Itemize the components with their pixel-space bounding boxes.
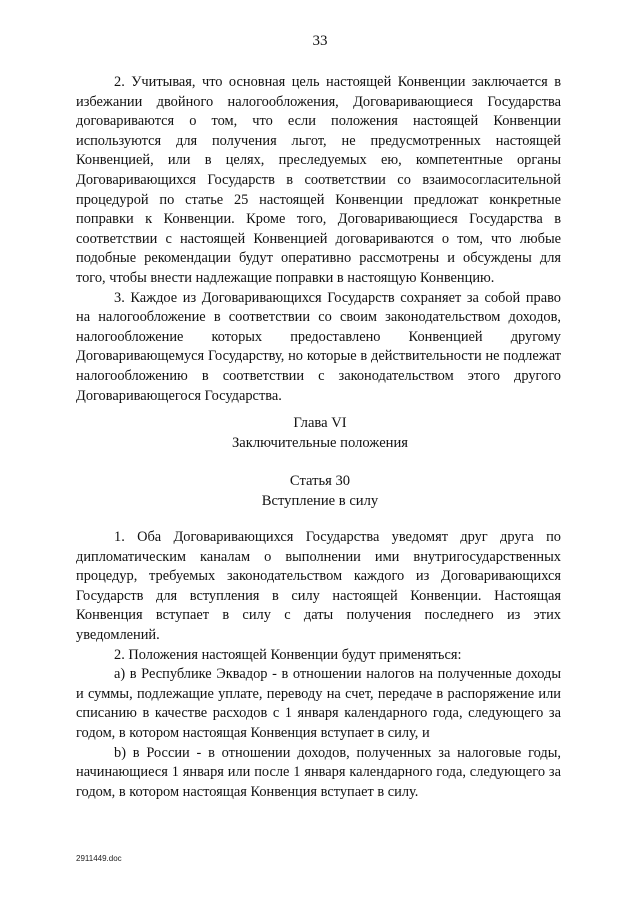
chapter-title: Заключительные положения (231, 435, 409, 451)
page-number: 33 (312, 33, 328, 49)
article-paragraph-2: 2. Положения настоящей Конвенции будут применяться: (114, 646, 462, 663)
paragraph-3: 3. Каждое из Договаривающихся Государств сохраняет за собой право на налогообложение в соответствии со своим законодательством доходов, налогообложение которых предоставлено Конвенцией другому Договаривающемуся Государству, но которые в действительности не подлежат налогообложению в соответствии с законодательством этого другого Договаривающегося Государства. (76, 289, 561, 404)
article-item-b: b) в России - в отношении доходов, полученных за налоговые годы, начинающиеся 1 января или после 1 января календарного года, следующего за годом, в котором настоящая Конвенция вступает в силу. (76, 744, 561, 800)
article-title: Вступление в силу (261, 493, 379, 509)
body-section-bottom (76, 528, 561, 802)
article-item-a: a) в Республике Эквадор - в отношении налогов на полученные доходы и суммы, подлежащие уплате, переводу на счет, передаче в распоряжение или списанию в качестве расходов с 1 января календарного года, следующего за годом, в котором настоящая Конвенция вступает в силу, и (76, 666, 561, 741)
article-number: Статья 30 (289, 473, 351, 489)
article-paragraph-1: 1. Оба Договаривающихся Государства уведомят друг друга по дипломатическим каналам о выполнении ими внутригосударственных процедур, требуемых законодательством каждого из Договаривающихся Государств для вступления в силу настоящей Конвенции. Настоящая Конвенция вступает в силу с даты получения последнего из этих уведомлений. (76, 529, 561, 643)
footer-file-name: 2911449.doc (76, 854, 122, 863)
paragraph-2: 2. Учитывая, что основная цель настоящей Конвенции заключается в избежании двойного налогообложения, Договаривающиеся Государства договариваются о том, что если положения настоящей Конвенции используются для получения льгот, не предусмотренных настоящей Конвенцией, или в целях, преследуемых ею, компетентные органы Договаривающихся Государств в соответствии со взаимосогласительной процедурой по статье 25 настоящей Конвенции предложат конкретные поправки к Конвенции. Кроме того, Договаривающиеся Государства в соответствии с настоящей Конвенцией договариваются о том, что любые подобные рекомендации будут оперативно рассмотрены и обсуждены для того, чтобы внести надлежащие поправки в настоящую Конвенцию. (76, 74, 561, 286)
body-section-top (76, 73, 561, 406)
chapter-number: Глава VI (293, 415, 347, 431)
